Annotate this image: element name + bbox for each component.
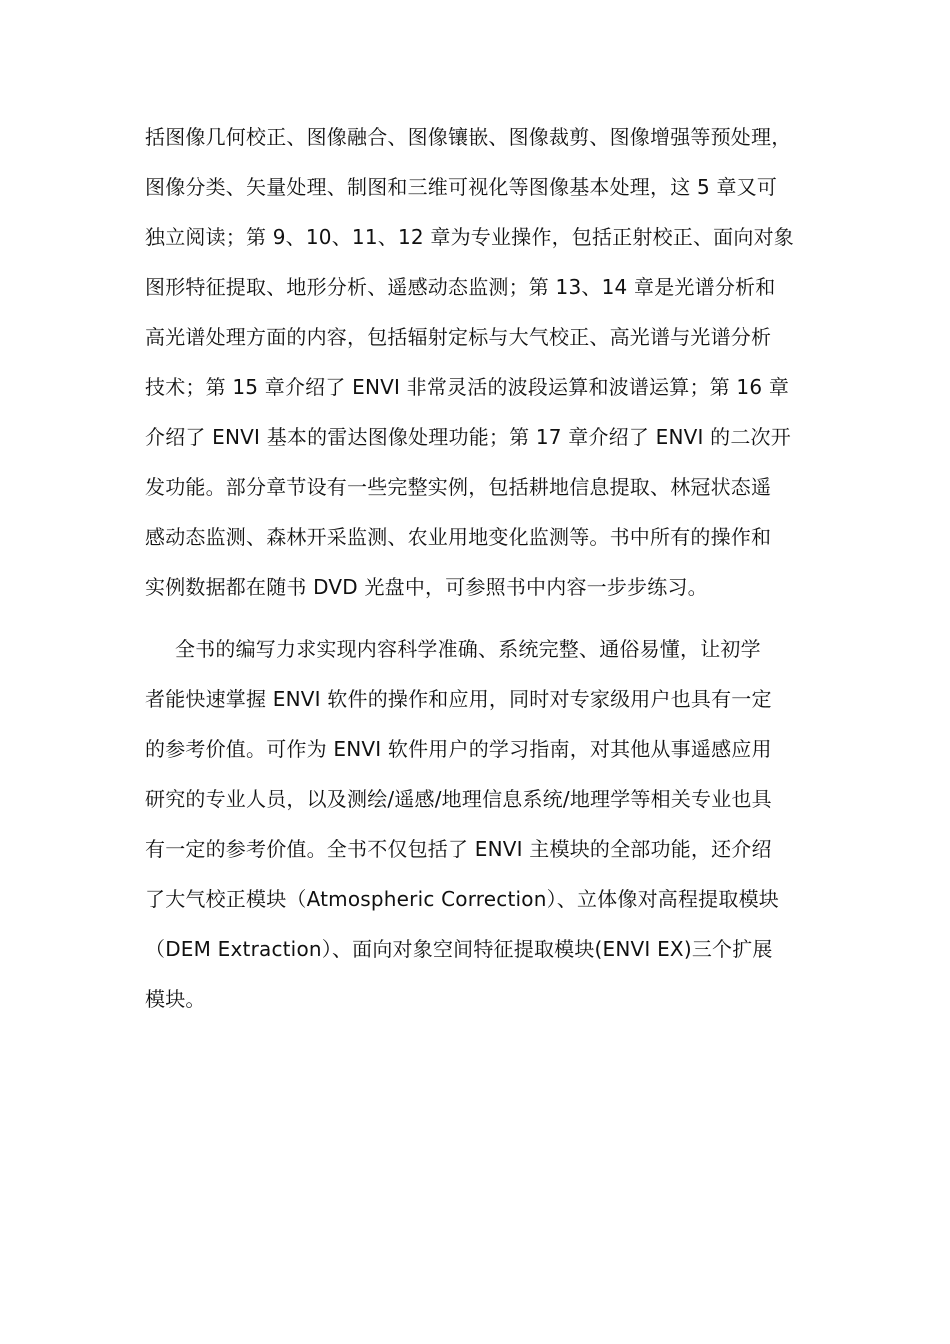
- text-line: 者能快速掌握 ENVI 软件的操作和应用，同时对专家级用户也具有一定: [145, 687, 772, 711]
- text-line: 发功能。部分章节设有一些完整实例，包括耕地信息提取、林冠状态遥: [145, 475, 772, 499]
- text-line: 技术；第 15 章介绍了 ENVI 非常灵活的波段运算和波谱运算；第 16 章: [145, 375, 790, 399]
- text-line: 了大气校正模块（Atmospheric Correction）、立体像对高程提取模块: [145, 887, 779, 911]
- text-line: 有一定的参考价值。全书不仅包括了 ENVI 主模块的全部功能，还介绍: [145, 837, 772, 861]
- paragraph-book-summary: [145, 624, 815, 1024]
- text-line: 实例数据都在随书 DVD 光盘中，可参照书中内容一步步练习。: [145, 575, 708, 599]
- text-line: 研究的专业人员，以及测绘/遥感/地理信息系统/地理学等相关专业也具: [145, 787, 772, 811]
- text-line: 图像分类、矢量处理、制图和三维可视化等图像基本处理，这 5 章又可: [145, 175, 778, 199]
- text-line: 独立阅读；第 9、10、11、12 章为专业操作，包括正射校正、面向对象: [145, 225, 794, 249]
- paragraph-chapter-overview: [145, 112, 815, 612]
- text-line: 模块。: [145, 987, 206, 1011]
- text-line: 图形特征提取、地形分析、遥感动态监测；第 13、14 章是光谱分析和: [145, 275, 776, 299]
- text-line: 感动态监测、森林开采监测、农业用地变化监测等。书中所有的操作和: [145, 525, 772, 549]
- text-line: 括图像几何校正、图像融合、图像镶嵌、图像裁剪、图像增强等预处理，: [145, 125, 792, 149]
- text-line: 的参考价值。可作为 ENVI 软件用户的学习指南，对其他从事遥感应用: [145, 737, 772, 761]
- text-line: （DEM Extraction）、面向对象空间特征提取模块(ENVI EX)三个扩展: [145, 937, 773, 961]
- text-line: 介绍了 ENVI 基本的雷达图像处理功能；第 17 章介绍了 ENVI 的二次开: [145, 425, 791, 449]
- text-line: 高光谱处理方面的内容，包括辐射定标与大气校正、高光谱与光谱分析: [145, 325, 772, 349]
- text-line: 全书的编写力求实现内容科学准确、系统完整、通俗易懂，让初学: [175, 637, 761, 661]
